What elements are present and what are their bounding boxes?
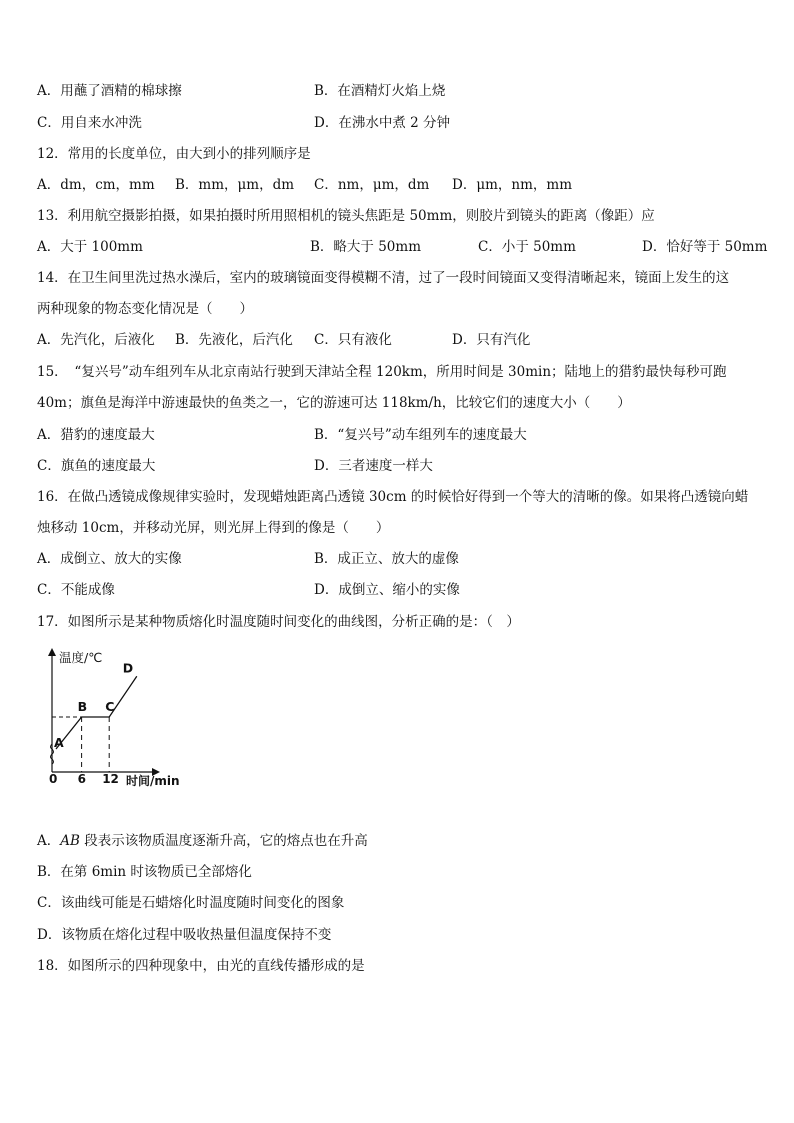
option-d: D．在沸水中煮 2 分钟 [314, 115, 450, 131]
point-label-a: A [54, 735, 64, 750]
q12-option-b: B．mm，μm，dm [175, 177, 295, 193]
question-15-stem-line2: 40m；旗鱼是海洋中游速最快的鱼类之一，它的游速可达 118km/h，比较它们的速度大小（ ） [37, 395, 631, 411]
x-tick-12: 12 [102, 772, 119, 786]
question-15-stem-line1: 15． “复兴号”动车组列车从北京南站行驶到天津站全程 120km，所用时间是 30min；陆地上的猎豹最快每秒可跑 [37, 364, 727, 380]
option-b: B．在酒精灯火焰上烧 [314, 83, 446, 99]
q16-option-b: B．成正立、放大的虚像 [314, 551, 459, 567]
melting-graph [40, 644, 200, 794]
q14-option-b: B．先液化，后汽化 [175, 332, 293, 348]
q15-option-b: B．“复兴号”动车组列车的速度最大 [314, 427, 527, 443]
question-18-stem: 18．如图所示的四种现象中，由光的直线传播形成的是 [37, 958, 365, 974]
point-label-d: D [122, 660, 134, 676]
q14-option-d: D．只有汽化 [452, 332, 531, 348]
option-a: A．用蘸了酒精的棉球擦 [37, 83, 182, 99]
q13-option-b: B．略大于 50mm [310, 239, 421, 255]
q13-option-a: A．大于 100mm [37, 239, 143, 255]
point-label-c: C [105, 699, 115, 714]
option-c: C．用自来水冲洗 [37, 115, 142, 131]
q12-option-d: D．μm，nm，mm [452, 177, 572, 193]
q13-option-c: C．小于 50mm [478, 239, 576, 255]
question-17-stem: 17．如图所示是某种物质熔化时温度随时间变化的曲线图，分析正确的是：（ ） [37, 614, 520, 630]
question-12-stem: 12．常用的长度单位，由大到小的排列顺序是 [37, 146, 311, 162]
q17-option-d: D．该物质在熔化过程中吸收热量但温度保持不变 [37, 927, 332, 943]
q15-option-d: D．三者速度一样大 [314, 458, 433, 474]
y-axis-label: 温度/℃ [59, 650, 103, 665]
question-16-stem-line1: 16．在做凸透镜成像规律实验时，发现蜡烛距离凸透镜 30cm 的时候恰好得到一个等大的清晰的像。如果将凸透镜向蜡 [37, 489, 749, 505]
q13-option-d: D．恰好等于 50mm [642, 239, 768, 255]
q17-option-a [37, 831, 368, 851]
q17-option-c: C．该曲线可能是石蜡熔化时温度随时间变化的图象 [37, 895, 345, 911]
x-tick-6: 6 [77, 772, 86, 786]
point-label-b: B [77, 699, 88, 714]
q14-option-a: A．先汽化，后液化 [37, 332, 155, 348]
q17-option-b: B．在第 6min 时该物质已全部熔化 [37, 864, 252, 880]
q14-option-c: C．只有液化 [314, 332, 392, 348]
q15-option-a: A．猎豹的速度最大 [37, 427, 155, 443]
q17-option-a-prefix: A． [37, 833, 61, 849]
q16-option-a: A．成倒立、放大的实像 [37, 551, 182, 567]
question-13-stem: 13．利用航空摄影拍摄，如果拍摄时所用照相机的镜头焦距是 50mm，则胶片到镜头的距离（像距）应 [37, 208, 655, 224]
x-tick-0: 0 [49, 772, 58, 786]
x-axis-label: 时间/min [126, 774, 180, 788]
temperature-curve [56, 676, 137, 749]
q17-option-a-segment: AB [60, 833, 80, 849]
question-16-stem-line2: 烛移动 10cm，并移动光屏，则光屏上得到的像是（ ） [37, 520, 390, 536]
q16-option-d: D．成倒立、缩小的实像 [314, 582, 460, 598]
q12-option-c: C．nm，μm，dm [314, 177, 430, 193]
q16-option-c: C．不能成像 [37, 582, 115, 598]
q12-option-a: A．dm，cm，mm [37, 177, 155, 193]
question-14-stem-line2: 两种现象的物态变化情况是（ ） [37, 301, 253, 317]
q17-option-a-text: 段表示该物质温度逐渐升高，它的熔点也在升高 [79, 833, 368, 849]
q15-option-c: C．旗鱼的速度最大 [37, 458, 156, 474]
question-14-stem-line1: 14．在卫生间里洗过热水澡后，室内的玻璃镜面变得模糊不清，过了一段时间镜面又变得清晰起来，镜面上发生的这 [37, 270, 730, 286]
